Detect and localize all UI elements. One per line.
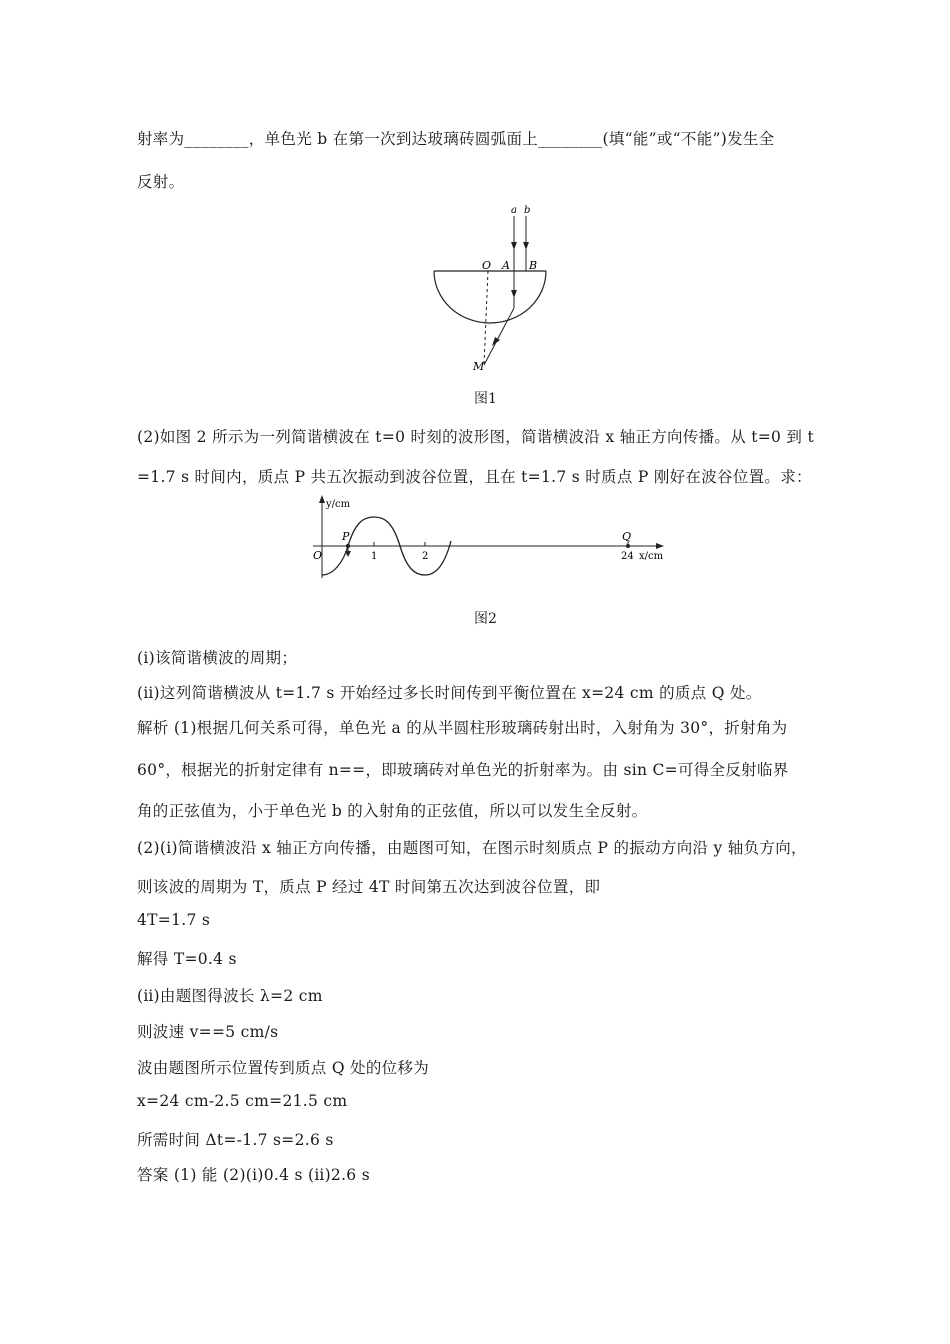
text-line-3: (2)如图 2 所示为一列简谐横波在 t=0 时刻的波形图，简谐横波沿 x 轴正方向传播。从 t=0 到 t <box>137 428 814 446</box>
text-line-14: (ⅱ)由题图得波长 λ=2 cm <box>137 987 323 1005</box>
text-line-18: 所需时间 Δt=-1.7 s=2.6 s <box>137 1131 334 1149</box>
label-O: O <box>482 259 492 272</box>
label-M: M <box>473 360 485 373</box>
text-line-2: 反射。 <box>137 173 185 191</box>
text-line-17: x=24 cm-2.5 cm=21.5 cm <box>137 1092 348 1110</box>
label-b: b <box>524 205 531 216</box>
tick-1: 1 <box>371 551 378 562</box>
text-line-1: 射率为________，单色光 b 在第一次到达玻璃砖圆弧面上________(填“能”或“不能”)发生全 <box>137 130 775 148</box>
figure-2-caption: 图2 <box>474 611 497 627</box>
figure-2-wave-graph <box>305 493 675 588</box>
text-line-19: 答案 (1) 能 (2)(ⅰ)0.4 s (ⅱ)2.6 s <box>137 1166 370 1184</box>
tick-2: 2 <box>422 551 429 562</box>
text-line-16: 波由题图所示位置传到质点 Q 处的位移为 <box>137 1059 430 1077</box>
text-line-7: 解析 (1)根据几何关系可得，单色光 a 的从半圆柱形玻璃砖射出时，入射角为 30°，折射角为 <box>137 719 788 737</box>
text-line-10: (2)(ⅰ)简谐横波沿 x 轴正方向传播，由题图可知，在图示时刻质点 P 的振动方向沿 y 轴负方向， <box>137 839 807 857</box>
label-origin: O <box>313 549 323 562</box>
text-line-5: (ⅰ)该简谐横波的周期； <box>137 649 298 667</box>
tick-24: 24 <box>621 551 634 562</box>
text-line-12: 4T=1.7 s <box>137 911 211 929</box>
text-line-8: 60°，根据光的折射定律有 n==，即玻璃砖对单色光的折射率为。由 sin C=可得全反射临界 <box>137 761 789 779</box>
label-B: B <box>529 259 538 272</box>
label-A: A <box>502 259 510 272</box>
label-Q: Q <box>622 530 632 543</box>
text-line-15: 则波速 v==5 cm/s <box>137 1023 279 1041</box>
label-a: a <box>511 205 517 216</box>
label-x-axis: x/cm <box>639 551 664 562</box>
text-line-13: 解得 T=0.4 s <box>137 950 237 968</box>
text-line-9: 角的正弦值为，小于单色光 b 的入射角的正弦值，所以可以发生全反射。 <box>137 802 648 820</box>
figure-1-diagram <box>425 200 555 380</box>
text-line-11: 则该波的周期为 T，质点 P 经过 4T 时间第五次达到波谷位置，即 <box>137 878 601 896</box>
figure-1-caption: 图1 <box>474 391 497 407</box>
label-y-axis: y/cm <box>326 499 351 510</box>
text-line-4: =1.7 s 时间内，质点 P 共五次振动到波谷位置，且在 t=1.7 s 时质点 P 刚好在波谷位置。求： <box>137 468 812 486</box>
text-line-6: (ⅱ)这列简谐横波从 t=1.7 s 开始经过多长时间传到平衡位置在 x=24 cm 的质点 Q 处。 <box>137 684 762 702</box>
label-P: P <box>342 530 350 543</box>
